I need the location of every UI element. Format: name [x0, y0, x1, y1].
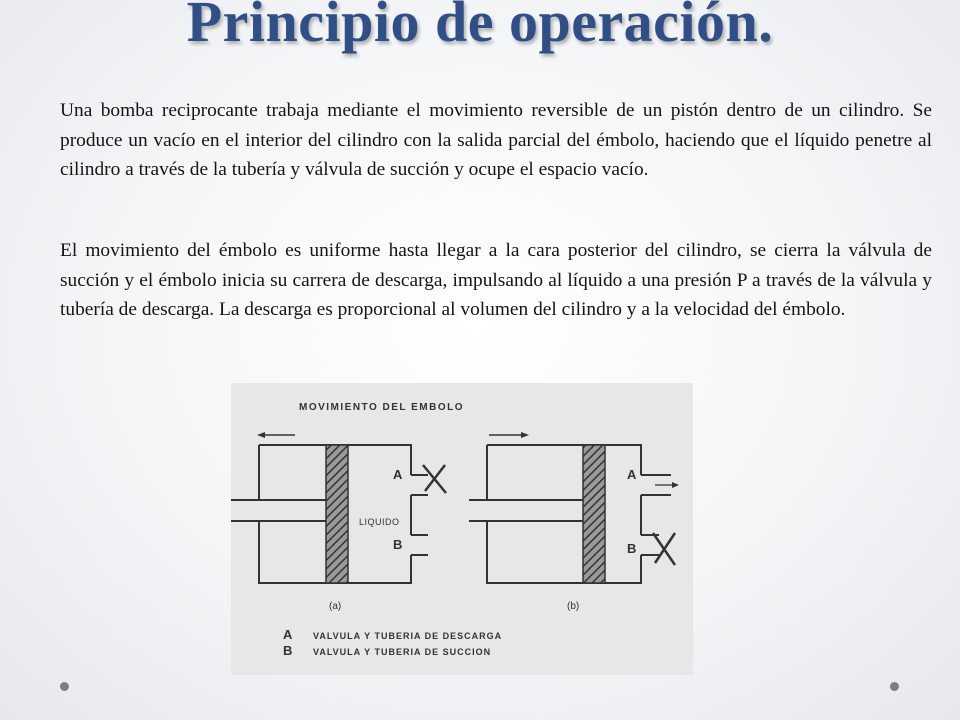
bullet-dot-left: [60, 682, 69, 691]
figure-header: MOVIMIENTO DEL EMBOLO: [299, 402, 465, 413]
slide-title: Principio de operación.: [186, 0, 774, 54]
closed-valve-b-icon: [653, 533, 675, 565]
legend-key-a: A: [283, 627, 293, 642]
pump-diagram: [231, 383, 693, 675]
legend-key-b: B: [283, 643, 293, 658]
valve-label-b: B: [393, 537, 403, 552]
bullet-dot-right: [890, 682, 899, 691]
piston-a: [326, 445, 348, 583]
valve-label-a: A: [393, 467, 403, 482]
valve-label-b-b: B: [627, 541, 637, 556]
flow-arrow-icon: [655, 482, 679, 488]
closed-valve-a-icon: [423, 465, 446, 493]
paragraph-intro: Una bomba reciprocante trabaja mediante el movimiento reversible de un pistón dentro de un cilindro. Se produce un vacío en el interior del cilindro con la salida parcial del émbolo, haciendo que el líquido penetre al cilindro a través de la tubería y válvula de succión y ocupe el espacio vacío.: [60, 100, 932, 180]
pump-diagram-svg: [231, 383, 693, 675]
caption-b: (b): [567, 601, 580, 612]
piston-b: [583, 445, 605, 583]
cylinder-b: [469, 445, 671, 583]
legend-text-a: VALVULA Y TUBERIA DE DESCARGA: [313, 631, 503, 641]
arrow-left-icon: [257, 432, 295, 438]
valve-label-a-b: A: [627, 467, 637, 482]
paragraph-discharge: El movimiento del émbolo es uniforme hasta llegar a la cara posterior del cilindro, se cierra la válvula de succión y el émbolo inicia su carrera de descarga, impulsando al líquido a una presión P a través de la válvula y tubería de descarga. La descarga es proporcional al volumen del cilindro y a la velocidad del émbolo.: [60, 240, 932, 320]
caption-a: (a): [329, 601, 342, 612]
arrow-right-icon: [489, 432, 529, 438]
liquid-label: LIQUIDO: [359, 517, 400, 527]
legend-text-b: VALVULA Y TUBERIA DE SUCCION: [313, 647, 492, 657]
